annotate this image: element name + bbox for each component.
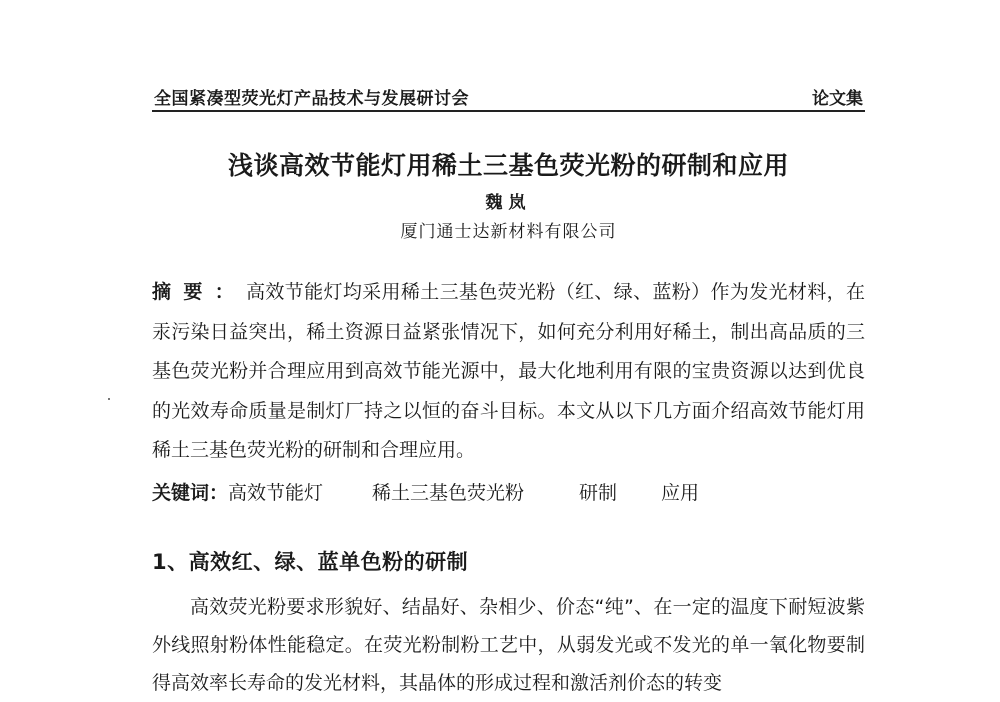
abstract-label: 摘要： — [152, 281, 247, 303]
abstract — [152, 273, 865, 471]
scan-speck — [108, 398, 110, 400]
keyword-item: 高效节能灯 — [228, 482, 324, 504]
author-name: 魏岚 — [485, 193, 532, 213]
keyword-item: 稀土三基色荧光粉 — [372, 482, 525, 504]
running-header — [152, 80, 865, 110]
keywords — [152, 478, 865, 508]
keywords-label: 关键词： — [152, 482, 229, 504]
section-heading: 1、高效红、绿、蓝单色粉的研制 — [152, 550, 469, 574]
proceedings-label: 论文集 — [812, 89, 863, 109]
paper-title: 浅谈高效节能灯用稀土三基色荧光粉的研制和应用 — [227, 151, 789, 180]
abstract-text: 高效节能灯均采用稀土三基色荧光粉（红、绿、蓝粉）作为发光材料，在汞污染日益突出，稀土资源日益紧张情况下，如何充分利用好稀土，制出高品质的三基色荧光粉并合理应用到高效节能光源中，最大化地利用有限的宝贵资源以达到优良的光效寿命质量是制灯厂持之以恒的奋斗目标。本文从以下几方面介绍高效节能灯用稀土三基色荧光粉的研制和合理应用。 — [152, 281, 865, 461]
author-affiliation: 厦门通士达新材料有限公司 — [400, 222, 617, 242]
header-divider — [152, 110, 865, 112]
keyword-item: 研制 — [579, 482, 618, 504]
body-paragraph: 高效荧光粉要求形貌好、结晶好、杂相少、价态“纯”、在一定的温度下耐短波紫外线照射粉体性能稳定。在荧光粉制粉工艺中，从弱发光或不发光的单一氧化物要制得高效率长寿命的发光材料，其晶体的形成过程和激活剂价态的转变 — [152, 596, 865, 694]
keyword-item: 应用 — [661, 482, 700, 504]
conference-name: 全国紧凑型荧光灯产品技术与发展研讨会 — [154, 89, 469, 109]
